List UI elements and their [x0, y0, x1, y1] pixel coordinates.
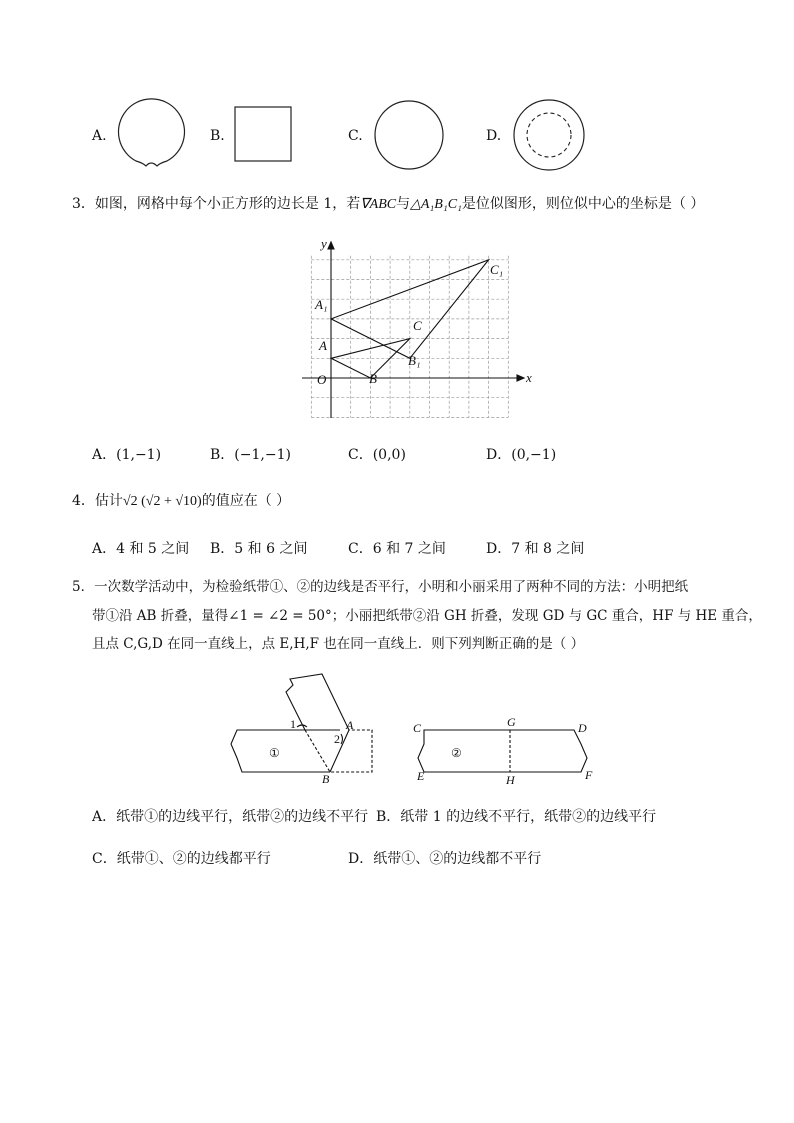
point-h-label: H [506, 773, 515, 787]
q3-option-b [210, 444, 291, 464]
q2-options [0, 90, 794, 180]
strip-1-label: ① [269, 746, 280, 760]
q4-option-d-letter: D． [486, 541, 512, 557]
point-c-label: C [413, 318, 422, 333]
q5-option-c-text: 纸带①、②的边线都平行 [116, 851, 271, 867]
point-c1-label: C₁ [490, 262, 504, 277]
q4-expression: √2 (√2 + √10) [122, 494, 202, 509]
q2-shape-square [235, 107, 291, 161]
q4-option-b-letter: B． [210, 541, 235, 557]
strip-2-outline [418, 730, 587, 772]
q3-option-d-text: (0,−1) [511, 447, 557, 463]
angle-2-arc [341, 734, 343, 744]
angle-1-label: 1 [290, 717, 296, 731]
q5-option-c [92, 848, 271, 868]
q3-option-c-text: (0,0) [372, 447, 406, 463]
q2-shape-circle-with-notch [118, 99, 184, 166]
q5-line2: 带①沿 AB 折叠，量得∠1 = ∠2 = 50°；小丽把纸带②沿 GH 折叠，发现 GD 与 GC 重合，HF 与 HE 重合， [92, 608, 762, 624]
q4-option-a-text: 4 和 5 之间 [116, 541, 190, 557]
y-axis-label: y [321, 236, 327, 251]
q3-option-a-text: (1,−1) [116, 447, 162, 463]
q5-option-d [348, 848, 541, 868]
q3-option-c-letter: C． [348, 447, 373, 463]
point-b-label: B [369, 371, 377, 386]
q3-option-c [348, 444, 406, 464]
q5-option-a-text: 纸带①的边线平行，纸带②的边线不平行 [116, 809, 369, 825]
strip-2-label: ② [451, 746, 462, 760]
q4-option-b [210, 538, 307, 558]
point-d-label: D [578, 721, 587, 735]
q5-line1 [72, 577, 688, 597]
q3-stem-part1: 如图，网格中每个小正方形的边长是 1，若 [94, 196, 361, 212]
q4-stem-pre: 估计 [94, 493, 123, 509]
q2-option-a-letter: A. [92, 128, 107, 144]
q3-triangle-abc: ∇ABC [360, 197, 397, 212]
q5-option-a-letter: A． [92, 809, 117, 825]
angle-2-label: 2 [334, 732, 340, 746]
x-axis-label: x [526, 370, 532, 385]
q4-option-c [348, 538, 446, 558]
q4-stem [72, 491, 290, 512]
q5-option-b [376, 806, 656, 826]
q3-triangle-a1b1c1: △A₁B₁C₁ [410, 197, 462, 212]
q4-option-a [92, 538, 189, 558]
point-b1-label: B₁ [408, 353, 421, 368]
q5-line3: 且点 C,G,D 在同一直线上，点 E,H,F 也在同一直线上．则下列判断正确的是（ ） [92, 636, 585, 652]
q3-grid [311, 256, 508, 418]
q4-option-d [486, 538, 584, 558]
point-e-label: E [417, 769, 425, 783]
q3-option-b-letter: B． [210, 447, 235, 463]
point-a1-label: A₁ [315, 297, 328, 312]
angle-1-arc [297, 725, 307, 727]
q3-option-d [486, 444, 556, 464]
q3-number: 3． [72, 196, 95, 212]
q3-option-d-letter: D． [486, 447, 512, 463]
q4-stem-post: 的值应在（ ） [201, 493, 291, 509]
q5-option-b-text: 纸带 1 的边线不平行，纸带②的边线平行 [400, 809, 657, 825]
q2-shape-ring-dashed [514, 100, 584, 170]
q5-option-d-letter: D． [348, 851, 374, 867]
q5-option-b-letter: B． [376, 809, 401, 825]
origin-label: O [317, 372, 327, 387]
y-axis-arrow [328, 242, 334, 249]
q4-option-b-text: 5 和 6 之间 [234, 541, 308, 557]
q2-shapes [0, 90, 794, 180]
point-a-label: A [346, 718, 354, 732]
q3-stem-part2: 是位似图形，则位似中心的坐标是（ ） [461, 196, 705, 212]
q2-option-d-letter: D. [486, 128, 502, 144]
q3-figure [300, 232, 540, 422]
q2-shape-circle [375, 101, 443, 169]
q5-figure [225, 672, 605, 792]
point-b-label: B [322, 772, 330, 786]
q3-option-a-letter: A． [92, 447, 117, 463]
q4-option-c-letter: C． [348, 541, 373, 557]
q5-option-c-letter: C． [92, 851, 117, 867]
strip-1-outline [231, 730, 340, 772]
q3-option-a [92, 444, 161, 464]
q3-stem [72, 194, 704, 215]
q4-option-c-text: 6 和 7 之间 [372, 541, 446, 557]
point-f-label: F [585, 768, 593, 782]
point-g-label: G [507, 715, 516, 729]
x-axis-arrow [517, 375, 524, 381]
q5-option-a [92, 806, 368, 826]
point-c-label: C [413, 721, 422, 735]
q4-option-a-letter: A． [92, 541, 117, 557]
q4-option-d-text: 7 和 8 之间 [511, 541, 585, 557]
q5-line1-text: 一次数学活动中，为检验纸带①、②的边线是否平行，小明和小丽采用了两种不同的方法：小明把纸 [94, 579, 689, 595]
q3-stem-mid: 与 [396, 196, 411, 212]
point-a-label: A [319, 338, 327, 353]
q4-number: 4． [72, 493, 95, 509]
q2-option-b-letter: B. [210, 128, 225, 144]
q3-option-b-text: (−1,−1) [234, 447, 291, 463]
q5-number: 5． [72, 579, 95, 595]
q2-option-c-letter: C. [348, 128, 363, 144]
q5-option-d-text: 纸带①、②的边线都不平行 [373, 851, 542, 867]
strip-2 [418, 730, 587, 772]
